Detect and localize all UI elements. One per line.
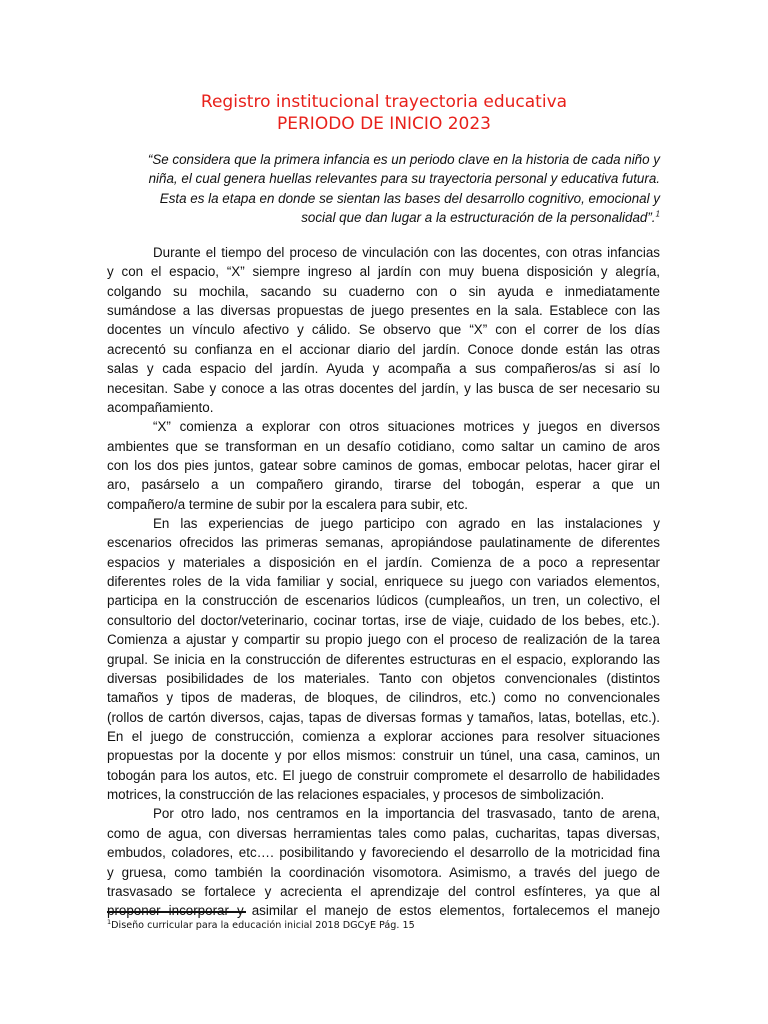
body-line: acrecentó su confianza en el accionar diario del jardín. Conoce donde están las otras: [107, 341, 660, 357]
body-line: compañero/a termine de subir por la escalera para subir, etc.: [107, 496, 468, 512]
body-line: docentes un vínculo afectivo y cálido. Se observo que “X” con el correr de los días: [107, 322, 660, 338]
body-line: diferentes roles de la vida familiar y social, enriquece su juego con variados elementos,: [107, 574, 660, 590]
body-line: y gruesa, como también la coordinación visomotora. Asimismo, a través del juego de: [107, 864, 660, 880]
body-line: motrices, la construcción de las relaciones espaciales, y procesos de simbolización.: [107, 787, 605, 803]
body-line: ambientes que se transforman en un desafío cotidiano, como saltar un camino de aros: [107, 438, 660, 454]
body-line: diversas posibilidades de los materiales. Tanto con objetos convencionales (distintos: [107, 670, 660, 686]
footnote-reference[interactable]: 1: [655, 209, 660, 219]
body-line: consultorio del doctor/veterinario, cocinar tortas, irse de viaje, cuidado de los bebes, etc.).: [107, 612, 660, 628]
body-line: escenarios ofrecidos las primeras semanas, apropiándose paulatinamente de diferentes: [107, 535, 660, 551]
body-line: participa en la construcción de escenarios lúdicos (cumpleaños, un tren, un colectivo, el: [107, 593, 660, 609]
body-line: proponer incorporar y asimilar el manejo de estos elementos, fortalecemos el manejo: [107, 903, 660, 919]
body-line: tobogán para los autos, etc. El juego de construir compromete el desarrollo de habilidades: [107, 767, 660, 783]
body-line: como de agua, con diversas herramientas tales como palas, cucharitas, tapas diversas,: [107, 825, 660, 841]
body-line: Durante el tiempo del proceso de vinculación con las docentes, con otras infancias: [153, 245, 660, 260]
body-line: trasvasado se fortalece y acrecienta el aprendizaje del control esfínteres, ya que al: [107, 883, 660, 899]
quote-line: niña, el cual genera huellas relevantes para su trayectoria personal y educativa futura.: [148, 171, 660, 187]
title-line-2: PERIODO DE INICIO 2023: [277, 114, 491, 134]
body-line: tamaños y tipos de maderas, de bloques, de cilindros, etc.) como no convencionales: [107, 690, 660, 706]
body-line: y con el espacio, “X” siempre ingreso al jardín con muy buena disposición y alegría,: [107, 264, 660, 280]
body-line: aro, pasárselo a un compañero girando, tirarse del tobogán, esperar a que un: [107, 477, 660, 493]
footnote: [107, 919, 415, 932]
body-line: Comienza a ajustar y compartir su propio juego con el proceso de realización de la tarea: [107, 632, 660, 648]
report-body: [107, 243, 660, 921]
body-line: grupal. Se inicia en la construcción de diferentes estructuras en el espacio, explorando las: [107, 651, 660, 667]
epigraph-quote: [107, 150, 660, 227]
quote-line: Esta es la etapa en donde se sientan las bases del desarrollo cognitivo, emocional y: [159, 190, 660, 206]
body-line: “X” comienza a explorar con otros situaciones motrices y juegos en diversos: [153, 419, 660, 435]
quote-line-text: social que dan lugar a la estructuración de la personalidad”.: [301, 209, 656, 225]
footnote-number: 1: [107, 917, 112, 926]
body-line: sumándose a las diversas propuestas de juego presentes en la sala. Establece con las: [107, 303, 660, 319]
body-line: con los dos pies juntos, gatear sobre caminos de gomas, embocar pelotas, hacer girar el: [107, 457, 660, 473]
footnote-separator: [107, 911, 246, 913]
body-line: En el juego de construcción, comienza a explorar acciones para resolver situaciones: [107, 728, 660, 744]
body-line: (rollos de cartón diversos, cajas, tapas de diversas formas y tamaños, latas, botellas, etc.).: [107, 709, 660, 725]
footnote-text: Diseño curricular para la educación inicial 2018 DGCyE Pág. 15: [111, 920, 415, 931]
quote-line: “Se considera que la primera infancia es un periodo clave en la historia de cada niño y: [147, 152, 660, 167]
quote-line-last: [107, 208, 660, 227]
title-line-1: Registro institucional trayectoria educativa: [200, 92, 568, 112]
body-line: propuestas por la docente y por ellos mismos: construir un túnel, una casa, caminos, un: [107, 748, 660, 764]
body-line: Por otro lado, nos centramos en la importancia del trasvasado, tanto de arena,: [153, 806, 660, 822]
body-line: En las experiencias de juego participo con agrado en las instalaciones y: [153, 516, 660, 532]
body-line: espacios y materiales a disposición en el jardín. Comienza de a poco a representar: [107, 554, 660, 570]
body-line: salas y cada espacio del jardín. Ayuda y acompaña a sus compañeros/as si así lo: [107, 361, 660, 377]
body-line: necesitan. Sabe y conoce a las otras docentes del jardín, y las busca de ser necesario su: [107, 380, 660, 396]
document-title: [0, 91, 768, 135]
body-line: embudos, coladores, etc…. posibilitando y favoreciendo el desarrollo de la motricidad fina: [107, 845, 660, 861]
body-line: colgando su mochila, sacando su cuaderno con o sin ayuda e inmediatamente: [107, 283, 660, 299]
body-line: acompañamiento.: [107, 399, 214, 415]
